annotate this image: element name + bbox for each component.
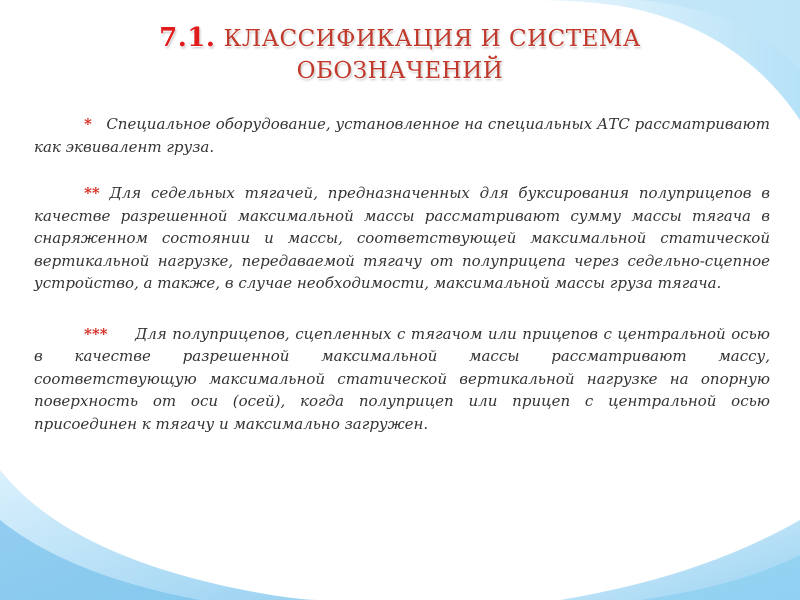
slide-body [34,113,770,459]
footnote-paragraph [34,113,770,158]
footnote-marker: ** [84,184,100,202]
footnote-text: Для полуприцепов, сцепленных с тягачом или прицепов с центральной осью в качестве разрешенной максимальной массы рассматривают массу, соответствующую максимальной статической вертикальной нагрузке на опорную поверхность от оси (осей), когда полуприцеп или прицеп с центральной осью присоединен к тягачу и максимально загружен. [34,324,770,433]
slide-title [60,22,740,87]
footnote-paragraph [34,182,770,295]
footnote-marker: * [84,115,92,133]
footnote-text: Для седельных тягачей, предназначенных для буксирования полуприцепов в качестве разрешенной максимальной массы рассматривают сумму массы тягача в снаряженном состоянии и массы, соответствующей максимальной статической вертикальной нагрузке, передаваемой тягачу от полуприцепа через седельно-сцепное устройство, а также, в случае необходимости, максимальной массы груза тягача. [34,184,770,292]
section-number: 7.1. [159,23,216,53]
footnote-marker: *** [84,324,108,343]
footnote-paragraph [34,323,770,436]
title-text-line-1: КЛАССИФИКАЦИЯ И СИСТЕМА [223,26,641,52]
title-line-1 [60,22,740,55]
title-text-line-2: ОБОЗНАЧЕНИЙ [296,58,504,84]
footnote-text: Специальное оборудование, установленное на специальных АТС рассматривают как эквивалент груза. [34,115,770,156]
